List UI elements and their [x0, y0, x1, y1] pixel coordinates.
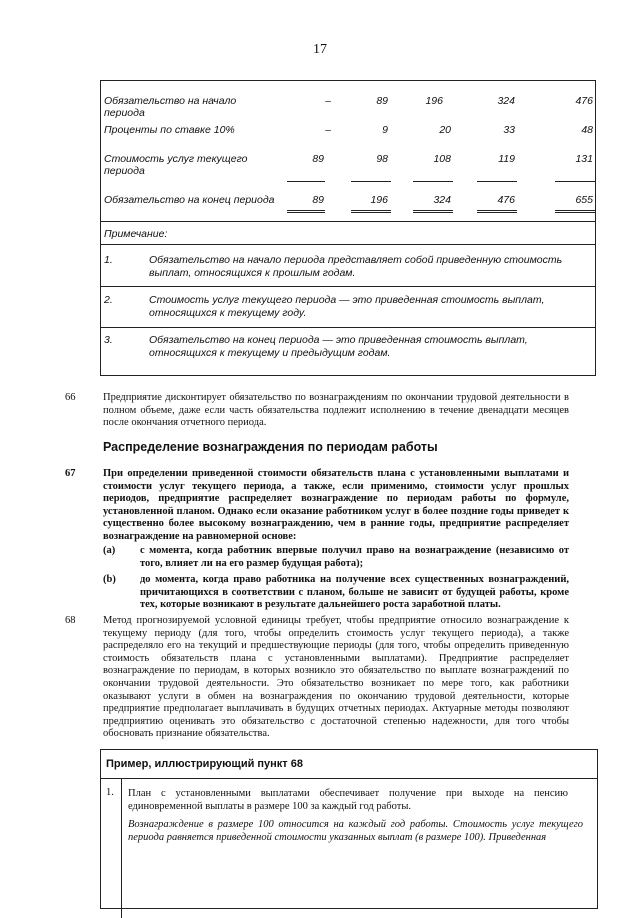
- row-label: Обязательство на начало периода: [104, 95, 237, 119]
- underline: [413, 212, 453, 213]
- underline: [287, 212, 325, 213]
- example-italic-text: Вознаграждение в размере 100 относится на каждый год работы. Стоимость услуг текущего периода равняется приведенной стоимости указанных выплат (в размере 100). Приведенная: [128, 819, 583, 843]
- underline: [477, 212, 517, 213]
- example-box: [100, 749, 598, 909]
- paragraph-number: 66: [65, 392, 76, 403]
- underline: [555, 212, 595, 213]
- cell: 48: [581, 124, 593, 136]
- underline: [351, 210, 391, 211]
- note-title: Примечание:: [104, 228, 168, 240]
- divider: [101, 221, 595, 222]
- note-number: 2.: [104, 294, 113, 306]
- underline: [351, 181, 391, 182]
- row-label: Проценты по ставке 10%: [104, 124, 235, 136]
- divider: [101, 327, 595, 328]
- cell: 89: [312, 194, 324, 206]
- cell: 476: [497, 194, 515, 206]
- cell: 196: [370, 194, 388, 206]
- paragraph-number: 67: [65, 468, 76, 479]
- note-number: 1.: [104, 254, 113, 266]
- underline: [413, 181, 453, 182]
- cell: 324: [433, 194, 451, 206]
- paragraph-68: Метод прогнозируемой условной единицы требует, чтобы предприятие относило вознаграждение к текущему периоду (для того, чтобы определить стоимость услуг текущего периода), а также распределяло его на текущий и предшествующие периоды (для того, чтобы определить приведенную стоимость обязательств плана с установленными выплатами). Предприятие распределяет вознаграждение по периодам, в которых возникло это обязательство по выплате вознаграждений по окончании трудовой деятельности. Это обязательство возникает по мере того, как работники оказывают услуги в обмен на вознаграждения по окончанию трудовой деятельности, которые предприятие предполагает выплачивать в будущих отчетных периодах. Актуарные методы позволяют предприятию оценивать это обязательство с достаточной степенью надежности, для того чтобы обосновать признание обязательства.: [103, 615, 569, 740]
- row-label: Стоимость услуг текущего периода: [104, 153, 248, 177]
- cell: 9: [382, 124, 388, 136]
- list-item: с момента, когда работник впервые получил право на вознаграждение (независимо от того, влияет ли на его размер будущая работа);: [140, 545, 569, 569]
- cell: 655: [575, 194, 593, 206]
- paragraph-67: При определении приведенной стоимости обязательств плана с установленными выплатами и стоимости услуг текущего периода, а также, если применимо, стоимости услуг прошлых периодов, предприятие распределяет вознаграждение по периодам работы по формуле, установленной планом. Однако если оказание работником услуг в более поздние годы приведет к существенно более высокому вознаграждению, чем в ранние годы, предприятие распределяет вознаграждение на равномерной основе:: [103, 468, 569, 542]
- cell: 33: [503, 124, 515, 136]
- cell: 119: [498, 153, 515, 165]
- cell: –: [325, 95, 331, 107]
- cell: 476: [575, 95, 593, 107]
- cell: 20: [439, 124, 451, 136]
- underline: [287, 181, 325, 182]
- cell: 89: [312, 153, 324, 165]
- cell: 196: [425, 95, 443, 107]
- divider: [101, 778, 597, 779]
- paragraph-66: Предприятие дисконтирует обязательство по вознаграждениям по окончании трудовой деятельности в полном объеме, даже если часть обязательства подлежит исполнению в течение двенадцати месяцев после окончания отчетного периода.: [103, 392, 569, 429]
- underline: [351, 212, 391, 213]
- cell: 324: [497, 95, 515, 107]
- divider: [121, 778, 122, 918]
- underline: [477, 210, 517, 211]
- underline: [555, 210, 595, 211]
- section-heading: Распределение вознаграждения по периодам работы: [103, 440, 438, 454]
- list-item: до момента, когда право работника на получение всех существенных вознаграждений, причитающихся в соответствии с планом, больше не зависит от будущей работы, кроме тех, которые возникают в результате дальнейшего роста заработной платы.: [140, 574, 569, 611]
- underline: [477, 181, 517, 182]
- cell: –: [325, 124, 331, 136]
- obligation-table: [100, 80, 596, 376]
- item-label: (a): [103, 545, 116, 556]
- cell: 89: [376, 95, 388, 107]
- note-text: Обязательство на начало периода представляет собой приведенную стоимость выплат, относящихся к прошлым годам.: [149, 254, 563, 279]
- note-text: Обязательство на конец периода — это приведенная стоимость выплат, относящихся к текущему и предыдущим годам.: [149, 334, 528, 359]
- item-label: (b): [103, 574, 116, 585]
- underline: [413, 210, 453, 211]
- underline: [555, 181, 595, 182]
- divider: [101, 244, 595, 245]
- note-text: Стоимость услуг текущего периода — это приведенная стоимость выплат, относящихся к текущему году.: [149, 294, 545, 319]
- note-number: 3.: [104, 334, 113, 346]
- divider: [101, 286, 595, 287]
- page-number: 17: [313, 42, 327, 57]
- paragraph-number: 68: [65, 615, 76, 626]
- row-label: Обязательство на конец периода: [104, 194, 275, 206]
- cell: 98: [376, 153, 388, 165]
- example-number: 1.: [106, 787, 114, 798]
- example-text: План с установленными выплатами обеспечивает получение при выходе на пенсию единовременной выплаты в размере 100 за каждый год работы.: [128, 788, 568, 812]
- example-title: Пример, иллюстрирующий пункт 68: [106, 758, 303, 770]
- cell: 131: [575, 153, 593, 165]
- cell: 108: [433, 153, 451, 165]
- underline: [287, 210, 325, 211]
